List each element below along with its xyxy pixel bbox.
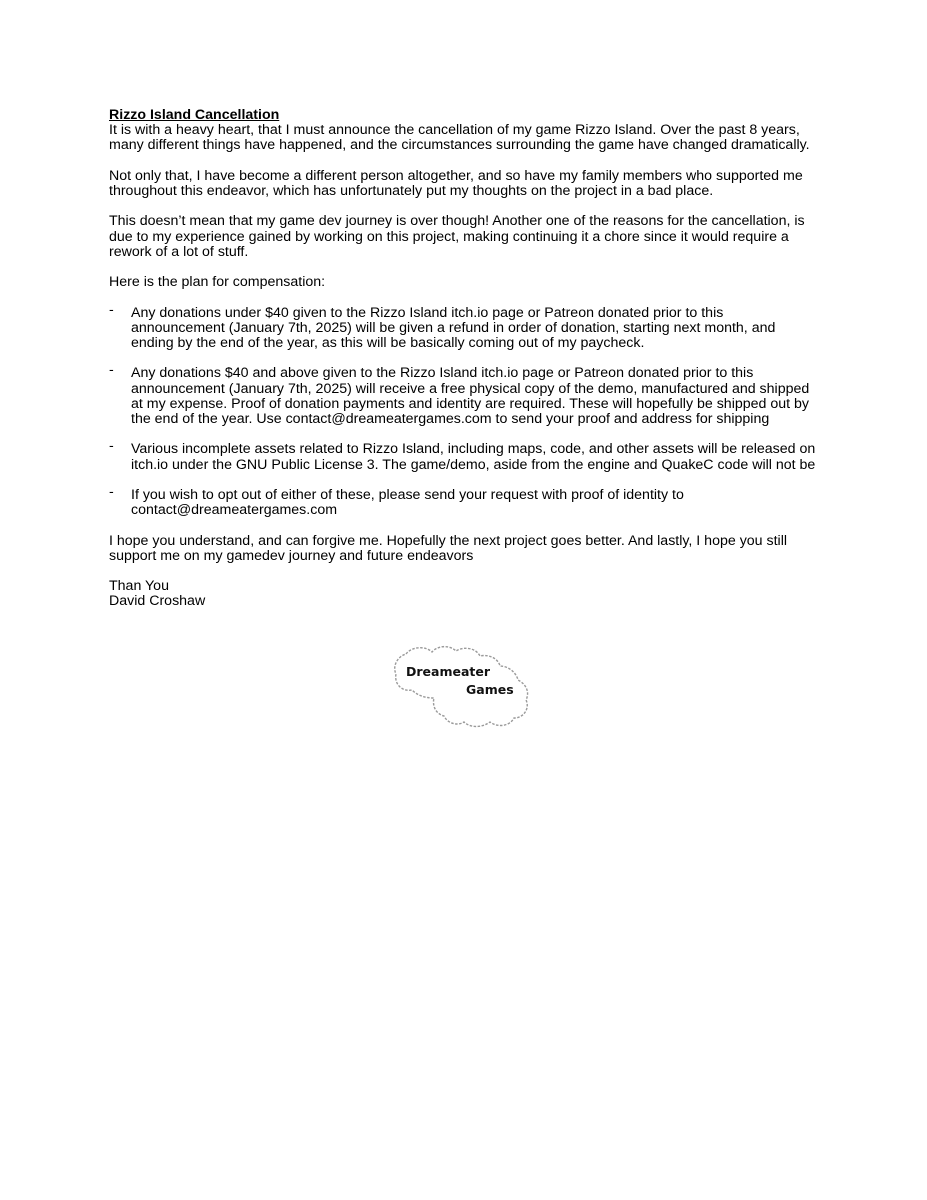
closing-paragraph: I hope you understand, and can forgive me. Hopefully the next project goes better. And lastly, I hope you still support me on my gamedev journey and future endeavors xyxy=(109,532,787,564)
journey-paragraph: This doesn’t mean that my game dev journey is over though! Another one of the reasons for the cancellation, is due to my experience gained by working on this project, making continuing it a chore since it would require a rework of a lot of stuff. xyxy=(109,213,805,260)
list-item-text: Any donations $40 and above given to the Rizzo Island itch.io page or Patreon donated prior to this announcement (January 7th, 2025) will receive a free physical copy of the demo, manufactured and shipped at my expense. Proof of donation payments and identity are required. These will hopefully be shipped out by the end of the year. Use contact@dreameatergames.com to send your proof and address for shipping xyxy=(131,365,810,427)
bullet-marker: - xyxy=(109,438,114,455)
bullet-marker: - xyxy=(109,301,114,318)
logo-line-1: Dreameater xyxy=(406,664,491,679)
list-item-text: If you wish to opt out of either of these, please send your request with proof of identity to contact@dreameatergames.com xyxy=(131,486,684,519)
signature-name: David Croshaw xyxy=(109,593,206,610)
list-item-text: Various incomplete assets related to Rizzo Island, including maps, code, and other assets will be released on itch.io under the GNU Public License 3. The game/demo, aside from the engine and QuakeC code will not be xyxy=(131,441,816,473)
cloud-logo-icon xyxy=(392,642,532,732)
dreameater-games-logo xyxy=(392,642,532,732)
page-title: Rizzo Island Cancellation xyxy=(109,107,280,123)
signoff: Than You xyxy=(109,578,169,595)
list-item xyxy=(109,438,821,473)
compensation-intro: Here is the plan for compensation: xyxy=(109,274,326,291)
list-item-text: Any donations under $40 given to the Rizzo Island itch.io page or Patreon donated prior to this announcement (January 7th, 2025) will be given a refund in order of donation, starting next month, and ending by the end of the year, as this will be basically coming out of my paycheck. xyxy=(131,304,776,351)
bullet-marker: - xyxy=(109,483,114,500)
list-item xyxy=(109,301,821,352)
context-paragraph: Not only that, I have become a different person altogether, and so have my family members who supported me throughout this endeavor, which has unfortunately put my thoughts on the project in a bad place. xyxy=(109,167,803,199)
logo-line-2: Games xyxy=(466,682,514,697)
bullet-marker: - xyxy=(109,362,114,379)
intro-paragraph: It is with a heavy heart, that I must announce the cancellation of my game Rizzo Island. Over the past 8 years, many different things have happened, and the circumstances surrounding the game have changed dramatically. xyxy=(109,122,810,154)
compensation-list xyxy=(109,301,821,519)
list-item xyxy=(109,483,821,519)
list-item xyxy=(109,362,821,427)
letter-body xyxy=(109,108,821,610)
